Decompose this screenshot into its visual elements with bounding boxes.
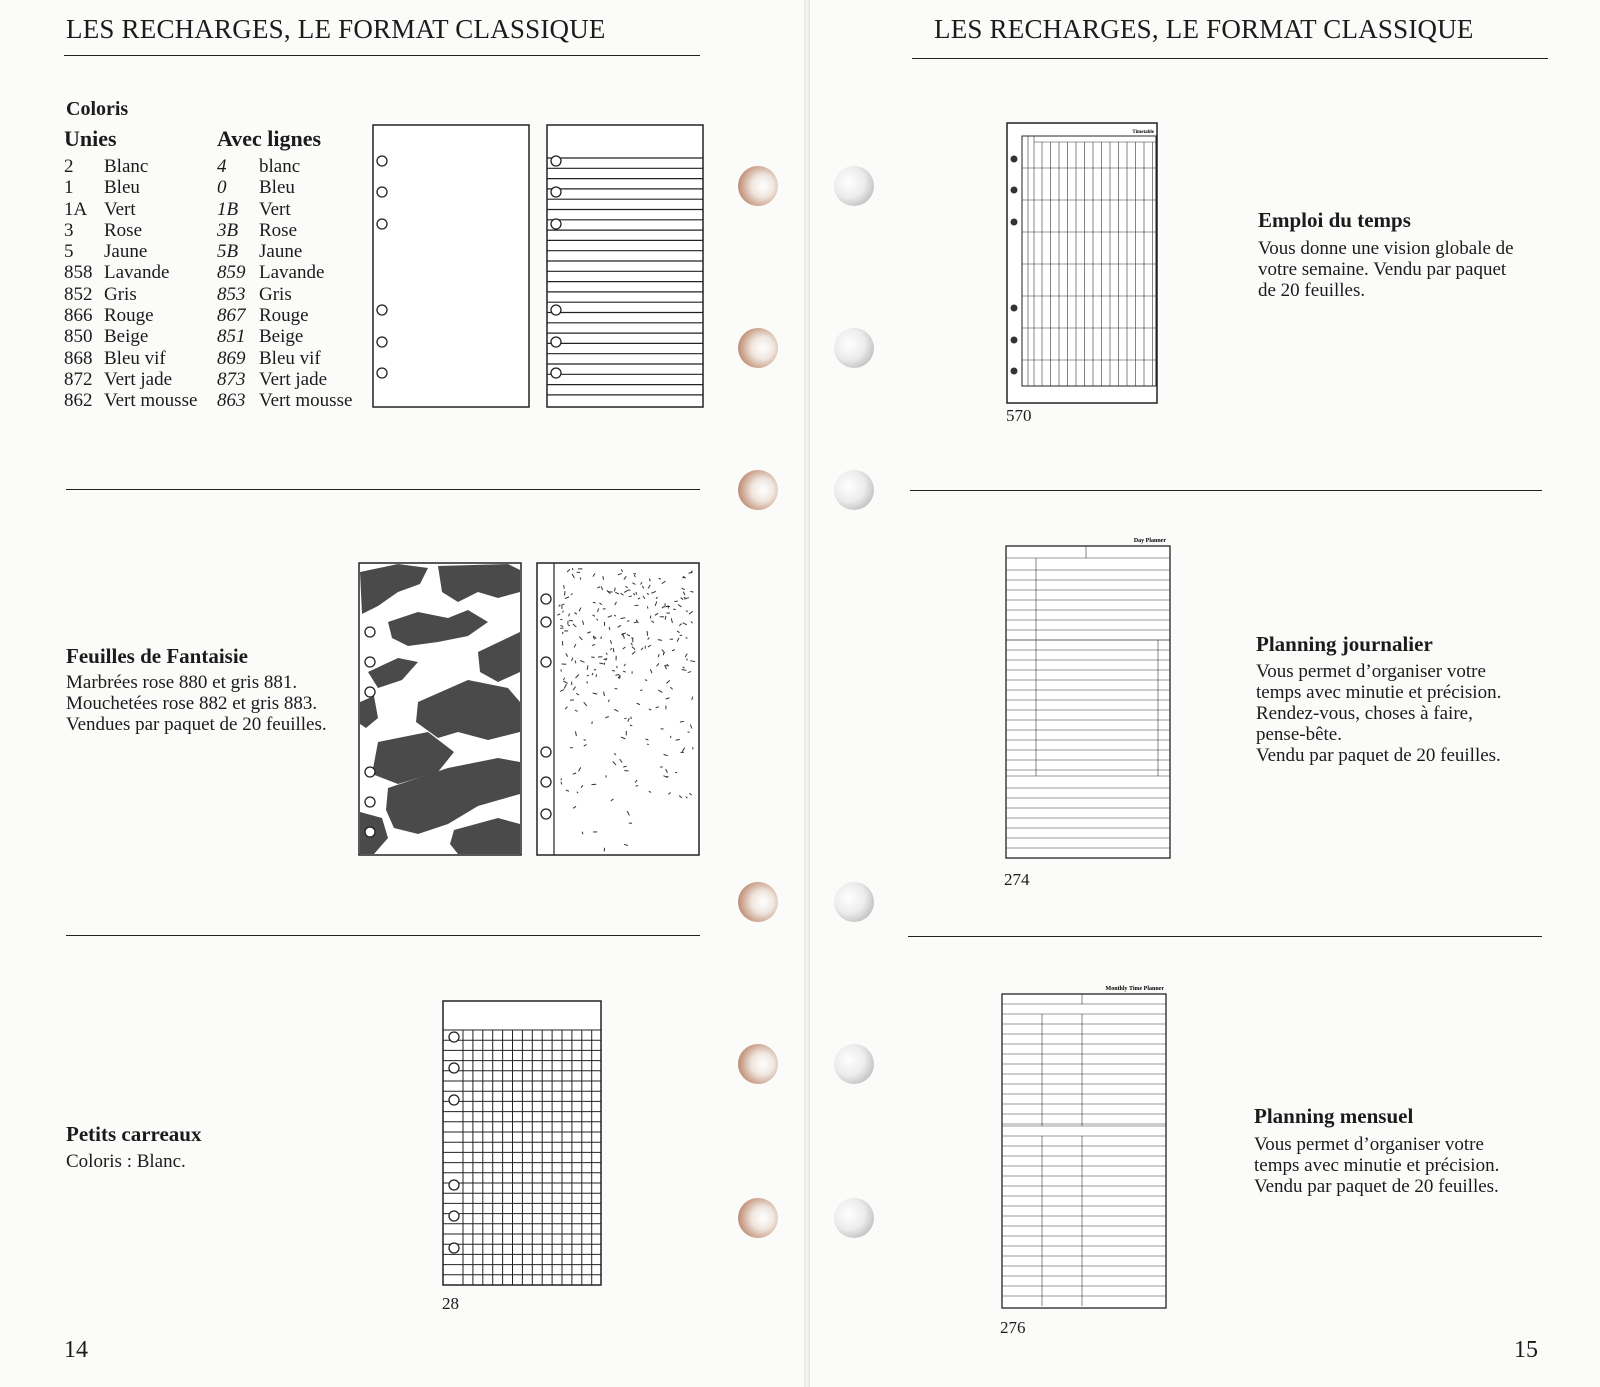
color-row <box>64 326 352 347</box>
plain-name: Bleu <box>104 177 140 199</box>
timetable-line: votre semaine. Vendu par paquet <box>1258 259 1507 280</box>
timetable-form-illustration <box>1006 122 1160 406</box>
speckle <box>670 736 671 738</box>
color-row <box>64 369 352 390</box>
timetable-ref: 570 <box>1006 406 1032 425</box>
col-plain-header: Unies <box>64 126 117 151</box>
timetable-form-label: Timetable <box>1132 130 1154 135</box>
fantaisie-heading: Feuilles de Fantaisie <box>66 644 248 668</box>
day-planner-ref: 274 <box>1004 870 1030 889</box>
binder-ring <box>738 470 778 510</box>
day-planner-form-illustration <box>1002 532 1174 862</box>
binder-ring <box>738 882 778 922</box>
lined-name: Vert jade <box>259 368 328 390</box>
color-table <box>64 126 352 412</box>
lined-name: Bleu vif <box>259 347 321 369</box>
speckle <box>591 657 594 658</box>
plain-code: 3 <box>64 219 74 241</box>
fantaisie-line: Vendues par paquet de 20 feuilles. <box>66 714 327 735</box>
lined-name: Rouge <box>259 305 309 327</box>
lined-name: Rose <box>259 219 297 241</box>
speckle <box>609 627 610 630</box>
plain-name: Blanc <box>104 156 149 177</box>
plain-name: Beige <box>104 326 149 348</box>
lined-code: 863 <box>217 390 246 412</box>
binder-ring <box>834 882 874 922</box>
monthly-planner-line: Vendu par paquet de 20 feuilles. <box>1254 1176 1499 1197</box>
monthly-planner-text <box>1254 1134 1538 1197</box>
binder-ring <box>738 1044 778 1084</box>
speckle <box>563 611 564 613</box>
plain-code: 1 <box>64 177 74 199</box>
color-row <box>64 199 352 220</box>
speckle <box>686 638 688 639</box>
binder-ring <box>834 328 874 368</box>
plain-name: Vert jade <box>104 368 173 390</box>
speckle <box>564 585 565 589</box>
marbled-sheet-illustration <box>358 562 524 858</box>
lined-name: blanc <box>259 156 301 177</box>
left-page-title: LES RECHARGES, LE FORMAT CLASSIQUE <box>66 14 606 44</box>
color-row <box>64 156 352 177</box>
right-divider-2 <box>908 936 1542 937</box>
speckle <box>601 636 602 639</box>
plain-name: Rouge <box>104 305 154 327</box>
monthly-planner-form-label: Monthly Time Planner <box>1105 986 1164 992</box>
lined-name: Lavande <box>259 262 325 284</box>
fantaisie-line: Mouchetées rose 882 et gris 883. <box>66 693 318 714</box>
fantaisie-line: Marbrées rose 880 et gris 881. <box>66 672 298 693</box>
color-row <box>64 262 352 283</box>
day-planner-line: Vendu par paquet de 20 feuilles. <box>1256 745 1501 766</box>
book-spine <box>804 0 810 1387</box>
day-planner-form-label: Day Planner <box>1133 538 1166 544</box>
plain-code: 1A <box>64 198 88 220</box>
speckle <box>647 744 649 745</box>
right-page-title: LES RECHARGES, LE FORMAT CLASSIQUE <box>934 14 1474 44</box>
plain-sheet-illustration <box>372 124 532 410</box>
lined-code: 853 <box>217 283 246 305</box>
color-row <box>64 305 352 326</box>
lined-code: 3B <box>217 219 239 241</box>
plain-code: 852 <box>64 283 93 305</box>
lined-code: 0 <box>217 177 227 199</box>
right-divider-1 <box>910 490 1542 491</box>
color-row <box>64 348 352 369</box>
right-page-number: 15 <box>1514 1337 1538 1363</box>
color-row <box>64 241 352 262</box>
plain-code: 872 <box>64 368 93 390</box>
lined-name: Jaune <box>259 241 303 263</box>
lined-name: Gris <box>259 283 292 305</box>
monthly-planner-line: Vous permet d’organiser votre <box>1254 1134 1484 1155</box>
carreaux-text: Coloris : Blanc. <box>66 1151 186 1172</box>
fantaisie-text <box>66 672 327 735</box>
timetable-line: de 20 feuilles. <box>1258 280 1366 301</box>
speckle <box>587 681 588 683</box>
plain-name: Vert mousse <box>104 390 198 412</box>
left-title-rule <box>64 55 700 56</box>
day-planner-line: Vous permet d’organiser votre <box>1256 661 1486 682</box>
coloris-heading: Coloris <box>66 98 129 120</box>
lined-code: 859 <box>217 262 246 284</box>
lined-code: 873 <box>217 368 246 390</box>
left-page-number: 14 <box>64 1337 88 1363</box>
plain-code: 850 <box>64 326 93 348</box>
day-planner-text <box>1256 661 1540 766</box>
speckle <box>613 648 614 652</box>
plain-name: Lavande <box>104 262 170 284</box>
timetable-line: Vous donne une vision globale de <box>1258 238 1514 259</box>
binder-ring <box>834 470 874 510</box>
plain-name: Jaune <box>104 241 148 263</box>
day-planner-line: temps avec minutie et précision. <box>1256 682 1502 703</box>
binder-ring <box>834 1044 874 1084</box>
graph-sheet-illustration <box>442 1000 604 1290</box>
speckle <box>603 576 604 580</box>
color-row <box>64 284 352 305</box>
right-title-rule <box>912 58 1548 59</box>
lined-name: Vert mousse <box>259 390 353 412</box>
binder-ring <box>834 166 874 206</box>
timetable-heading: Emploi du temps <box>1258 208 1411 232</box>
plain-code: 866 <box>64 305 93 327</box>
speckle <box>645 680 647 681</box>
plain-name: Rose <box>104 219 142 241</box>
day-planner-heading: Planning journalier <box>1256 632 1433 656</box>
left-divider-1 <box>66 489 700 490</box>
plain-code: 858 <box>64 262 93 284</box>
lined-name: Vert <box>259 198 291 220</box>
binder-ring <box>738 166 778 206</box>
col-lined-header: Avec lignes <box>217 126 322 151</box>
color-row <box>64 220 352 241</box>
speckled-sheet-illustration <box>536 562 702 858</box>
lined-code: 867 <box>217 305 246 327</box>
monthly-planner-line: temps avec minutie et précision. <box>1254 1155 1500 1176</box>
color-row <box>64 390 352 411</box>
lined-name: Bleu <box>259 177 295 199</box>
lined-code: 1B <box>217 198 239 220</box>
plain-code: 862 <box>64 390 93 412</box>
speckle <box>668 605 669 608</box>
lined-code: 851 <box>217 326 246 348</box>
plain-code: 868 <box>64 347 93 369</box>
plain-name: Vert <box>104 198 136 220</box>
plain-name: Gris <box>104 283 137 305</box>
timetable-text <box>1258 238 1514 301</box>
binder-ring <box>738 1198 778 1238</box>
lined-code: 4 <box>217 156 227 177</box>
speckle <box>676 740 680 741</box>
carreaux-heading: Petits carreaux <box>66 1122 202 1146</box>
speckle <box>690 591 693 592</box>
lined-code: 5B <box>217 241 239 263</box>
speckle <box>564 591 565 595</box>
plain-name: Bleu vif <box>104 347 166 369</box>
binder-ring <box>738 328 778 368</box>
day-planner-line: pense-bête. <box>1256 724 1342 745</box>
graph-sheet-ref: 28 <box>442 1294 459 1313</box>
left-divider-2 <box>66 935 700 936</box>
lined-name: Beige <box>259 326 304 348</box>
lined-code: 869 <box>217 347 246 369</box>
day-planner-line: Rendez-vous, choses à faire, <box>1256 703 1473 724</box>
binder-ring <box>834 1198 874 1238</box>
monthly-planner-ref: 276 <box>1000 1318 1026 1337</box>
monthly-planner-heading: Planning mensuel <box>1254 1104 1414 1128</box>
plain-code: 5 <box>64 241 74 263</box>
color-row <box>64 177 352 198</box>
lined-sheet-illustration <box>546 124 706 410</box>
plain-code: 2 <box>64 156 74 177</box>
monthly-planner-form-illustration <box>998 980 1170 1312</box>
